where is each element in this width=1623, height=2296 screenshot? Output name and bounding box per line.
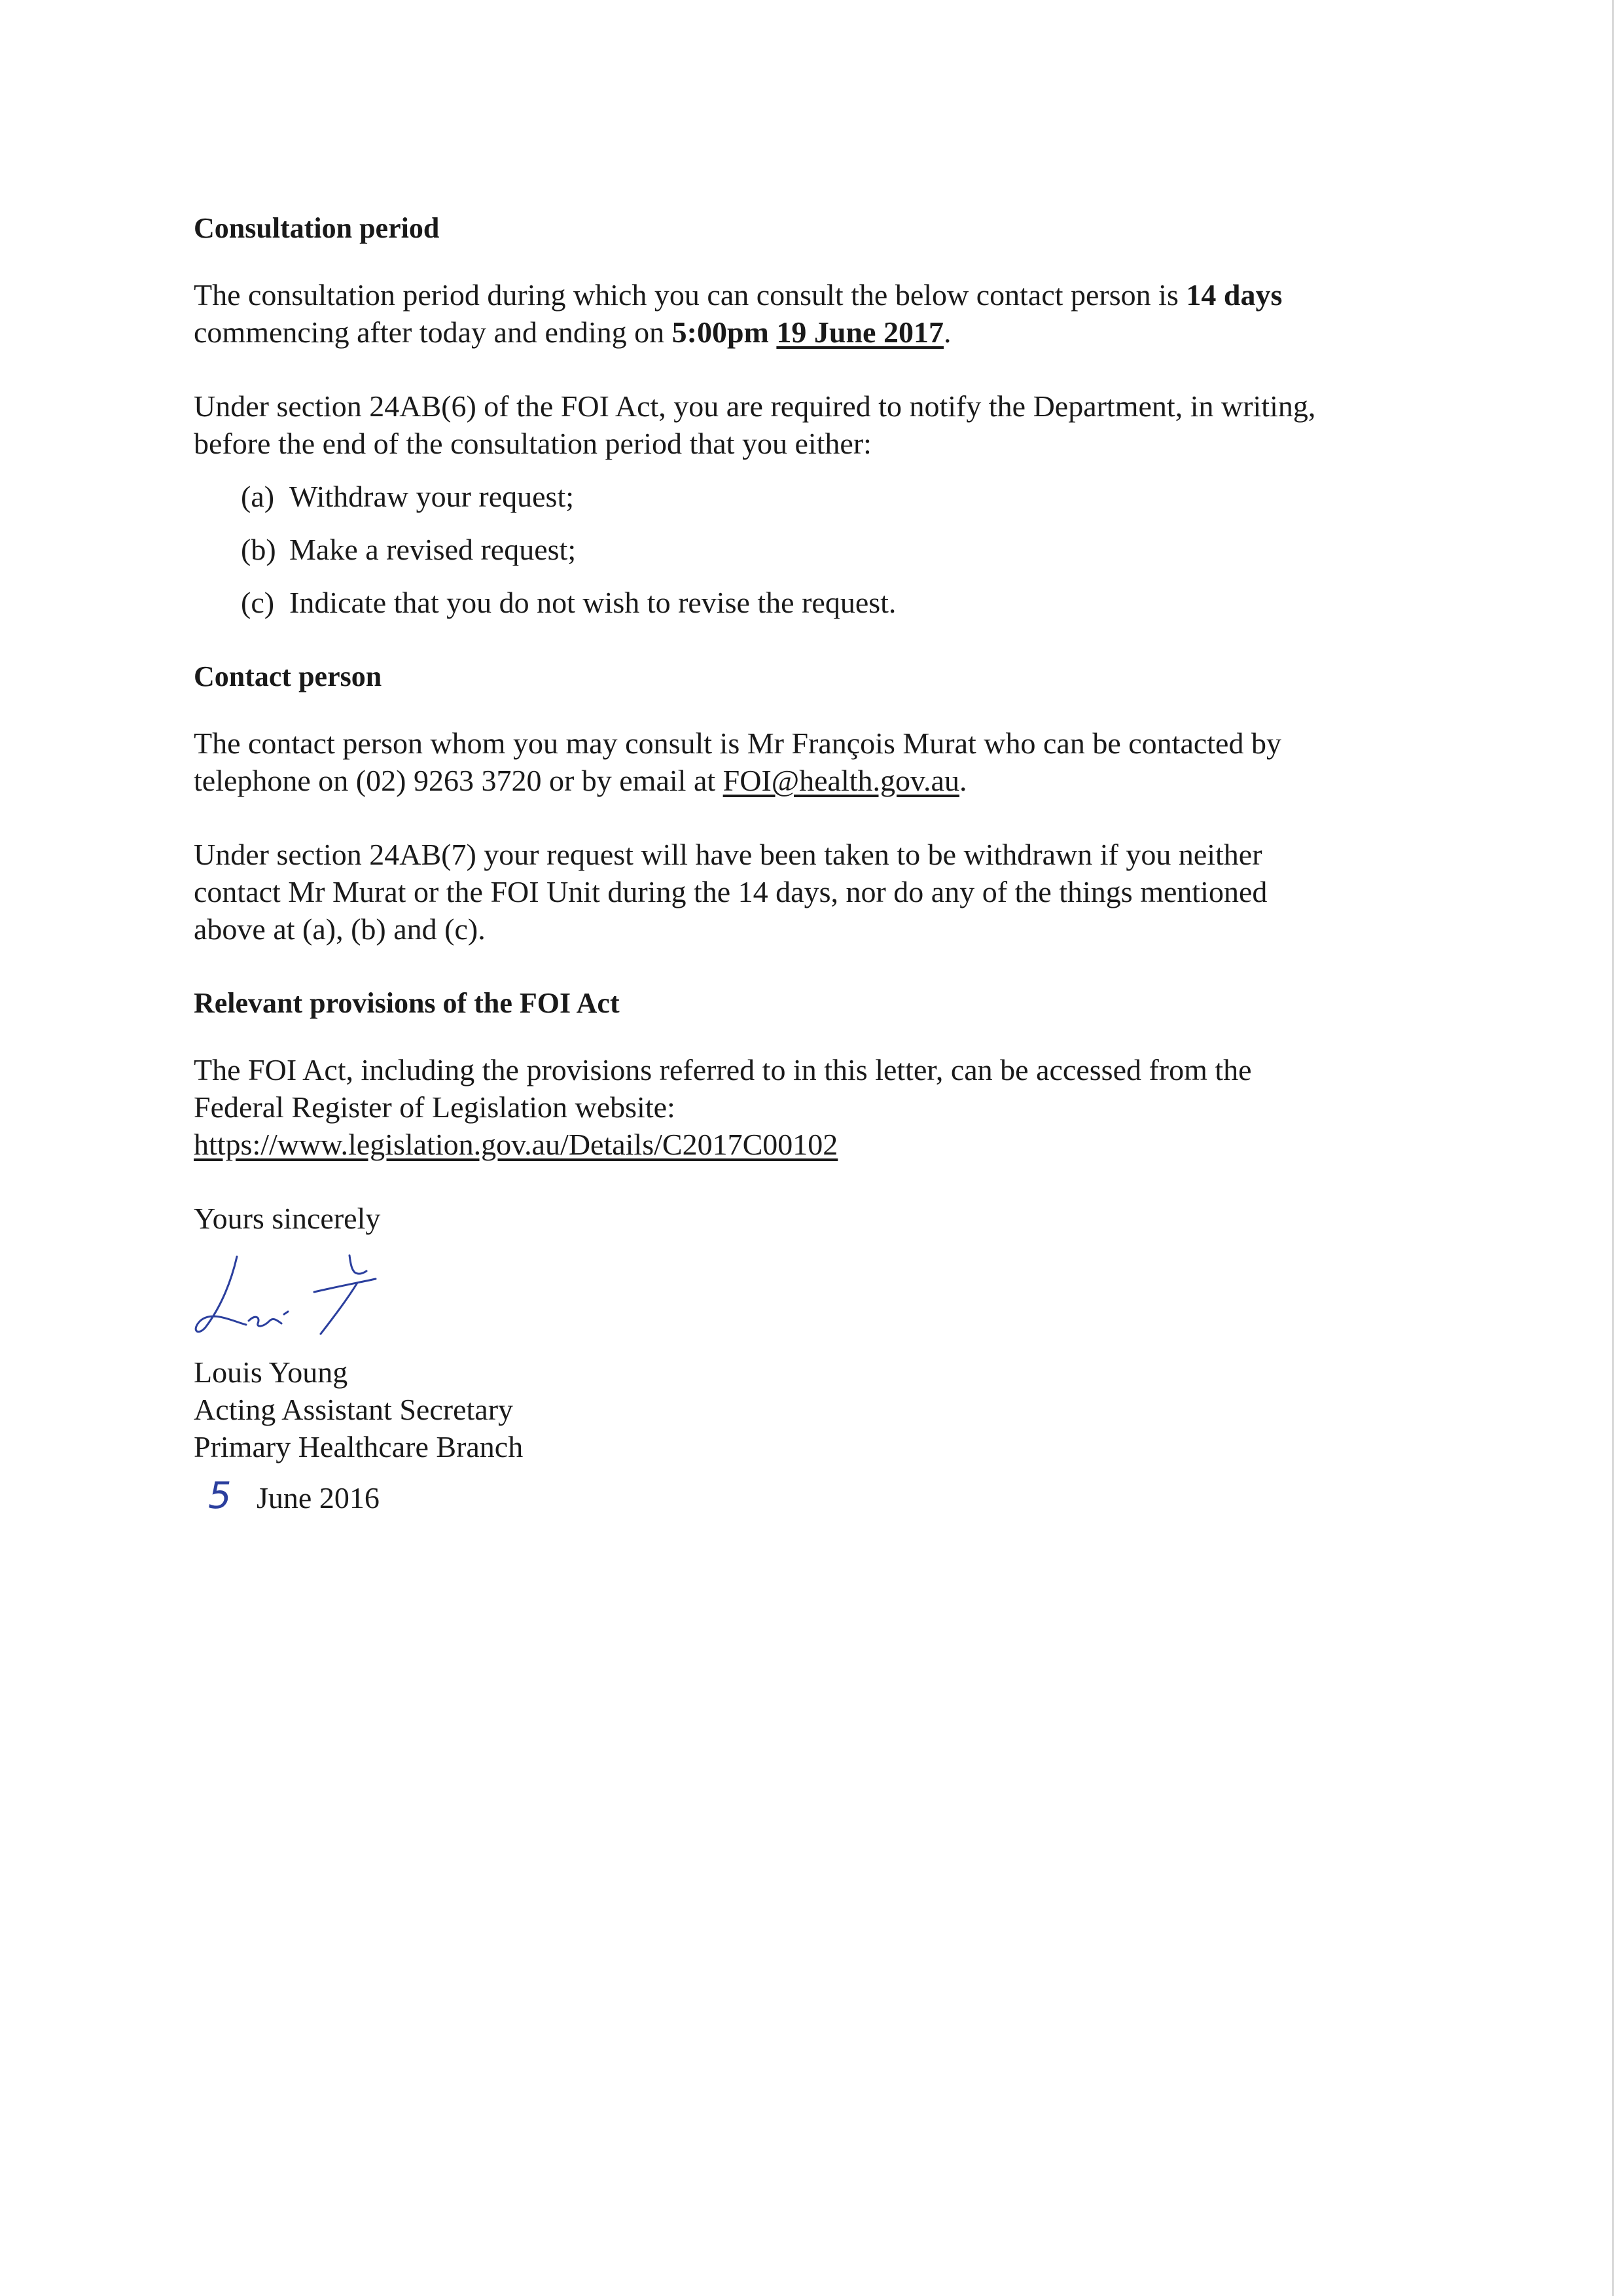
list-item: [241, 531, 1437, 568]
list-item: [241, 584, 1437, 621]
letter-body: [194, 209, 1437, 1516]
consultation-line-2: commencing after today and ending on 5:00pm 19 June 2017.: [194, 315, 952, 349]
days-count: 14 days: [1186, 278, 1283, 312]
list-item: [241, 478, 1437, 515]
withdrawn-paragraph: [194, 836, 1437, 948]
signature-image: [186, 1244, 421, 1342]
list-marker: (a): [241, 480, 275, 513]
notify-line-1: Under section 24AB(6) of the FOI Act, you are required to notify the Department, in writing,: [194, 389, 1316, 423]
provisions-line-1: The FOI Act, including the provisions referred to in this letter, can be accessed from the: [194, 1053, 1252, 1086]
email-link[interactable]: FOI@health.gov.au: [722, 764, 959, 797]
contact-line-2: telephone on (02) 9263 3720 or by email at FOI@health.gov.au.: [194, 764, 967, 797]
options-list: [241, 478, 1437, 621]
provisions-line-2: Federal Register of Legislation website:: [194, 1090, 675, 1124]
contact-paragraph: [194, 725, 1437, 799]
deadline-date: 19 June 2017: [776, 315, 944, 349]
provisions-heading: Relevant provisions of the FOI Act: [194, 987, 620, 1019]
deadline-time: 5:00pm: [671, 315, 769, 349]
withdrawn-line-3: above at (a), (b) and (c).: [194, 912, 486, 946]
closing-salutation: Yours sincerely: [194, 1202, 381, 1235]
signatory-name: Louis Young: [194, 1355, 348, 1389]
provisions-paragraph: [194, 1051, 1437, 1163]
date-month-year: June 2016: [257, 1481, 380, 1515]
legislation-link[interactable]: https://www.legislation.gov.au/Details/C2017C00102: [194, 1128, 838, 1161]
contact-heading: Contact person: [194, 660, 382, 692]
list-item-text: Indicate that you do not wish to revise the request.: [289, 586, 897, 619]
letter-date: [194, 1477, 1437, 1516]
notify-line-2: before the end of the consultation period that you either:: [194, 427, 872, 460]
consultation-line-1: The consultation period during which you can consult the below contact person is 14 days: [194, 278, 1283, 312]
consultation-heading: Consultation period: [194, 212, 440, 244]
consultation-paragraph: [194, 276, 1437, 351]
signatory-block: [194, 1354, 1437, 1465]
list-marker: (c): [241, 586, 275, 619]
withdrawn-line-1: Under section 24AB(7) your request will have been taken to be withdrawn if you neither: [194, 838, 1262, 871]
notify-paragraph: [194, 387, 1437, 462]
handwritten-day: 5: [208, 1475, 232, 1517]
page-edge: [1612, 0, 1614, 2296]
list-item-text: Make a revised request;: [289, 533, 577, 566]
list-marker: (b): [241, 533, 276, 566]
list-item-text: Withdraw your request;: [289, 480, 575, 513]
signatory-branch: Primary Healthcare Branch: [194, 1430, 524, 1463]
withdrawn-line-2: contact Mr Murat or the FOI Unit during the 14 days, nor do any of the things mentioned: [194, 875, 1268, 908]
contact-line-1: The contact person whom you may consult is Mr François Murat who can be contacted by: [194, 726, 1281, 760]
signatory-title: Acting Assistant Secretary: [194, 1393, 514, 1426]
